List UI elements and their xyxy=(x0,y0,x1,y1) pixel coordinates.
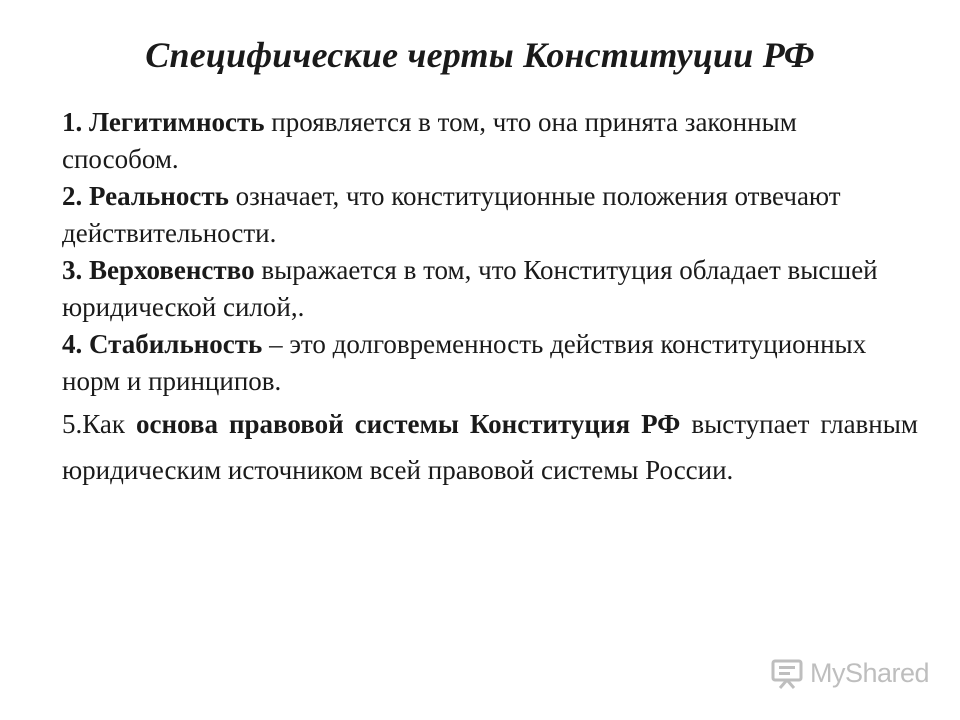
list-item xyxy=(62,252,918,326)
list-item xyxy=(62,402,918,493)
item-text: выражается в том, что Конституция обладает высшей юридической силой,. xyxy=(62,254,878,322)
item-number: 4. xyxy=(62,328,83,359)
item-term: Легитимность xyxy=(89,107,265,137)
item-number: 3. xyxy=(62,254,83,285)
presentation-board-icon xyxy=(770,656,804,690)
item-number: 2. xyxy=(62,180,83,211)
item-term: основа правовой системы Конституция РФ xyxy=(136,408,681,439)
item-text: – это долговременность действия конституционных норм и принципов. xyxy=(62,328,867,396)
slide-title: Специфические черты Конституции РФ xyxy=(145,35,815,75)
item-term: Верховенство xyxy=(89,254,255,285)
item-text: означает, что конституционные положения отвечают действительности. xyxy=(62,180,841,248)
item-text: проявляется в том, что она принята законным способом. xyxy=(62,107,797,174)
item-number: 1. xyxy=(62,107,83,137)
list-item xyxy=(62,178,918,252)
watermark-brand: MyShared xyxy=(810,657,930,688)
item-number: 5. xyxy=(62,408,83,439)
item-term: Стабильность xyxy=(89,328,263,359)
item-text: выступает главным юридическим источником всей правовой системы России. xyxy=(62,408,918,485)
item-term: Реальность xyxy=(89,180,229,211)
slide-content xyxy=(62,104,918,493)
list-item xyxy=(62,326,918,400)
item-prefix: Как xyxy=(82,408,136,439)
watermark xyxy=(770,656,929,690)
list-item xyxy=(62,104,918,178)
